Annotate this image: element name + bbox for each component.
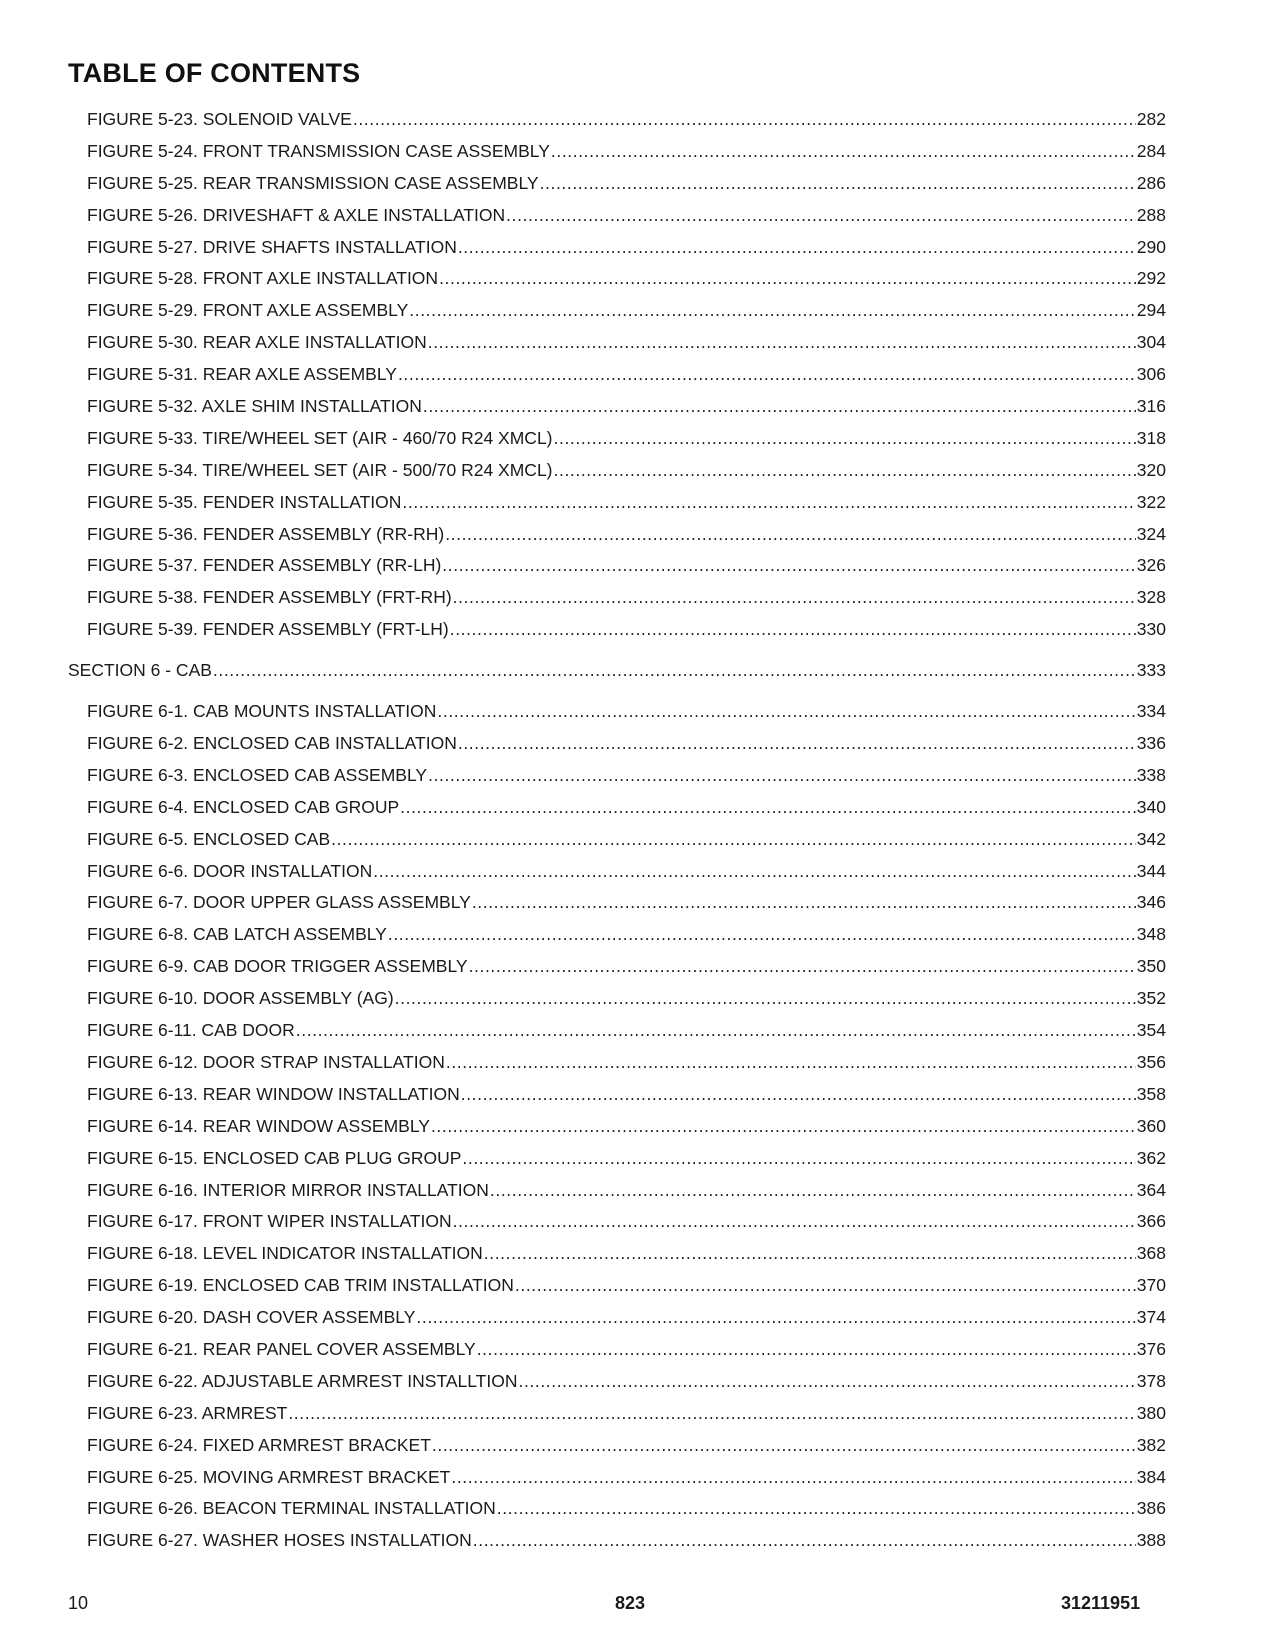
toc-entry-page: 348 (1136, 924, 1166, 945)
toc-entry-page: 358 (1136, 1083, 1166, 1104)
toc-entry[interactable] (68, 1434, 1166, 1466)
toc-entry[interactable] (68, 1083, 1166, 1115)
toc-dot-leader (554, 427, 1136, 449)
toc-entry[interactable] (68, 1402, 1166, 1434)
toc-entry[interactable] (68, 1242, 1166, 1274)
toc-entry-label: FIGURE 6-15. ENCLOSED CAB PLUG GROUP (87, 1147, 462, 1168)
toc-dot-leader (506, 204, 1136, 226)
toc-dot-leader (431, 1115, 1136, 1137)
toc-dot-leader (469, 955, 1136, 977)
toc-entry[interactable] (68, 955, 1166, 987)
toc-entry-label: FIGURE 6-9. CAB DOOR TRIGGER ASSEMBLY (87, 956, 468, 977)
toc-dot-leader (515, 1274, 1136, 1296)
toc-entry[interactable] (68, 1147, 1166, 1179)
toc-dot-leader (428, 331, 1136, 353)
toc-entry-label: FIGURE 5-29. FRONT AXLE ASSEMBLY (87, 300, 409, 321)
toc-dot-leader (409, 299, 1136, 321)
toc-entry-label: FIGURE 6-2. ENCLOSED CAB INSTALLATION (87, 733, 457, 754)
toc-entry-page: 356 (1136, 1051, 1166, 1072)
toc-section-entry[interactable] (68, 659, 1166, 681)
toc-dot-leader (458, 236, 1136, 258)
toc-entry-label: FIGURE 6-12. DOOR STRAP INSTALLATION (87, 1051, 445, 1072)
toc-entry-label: FIGURE 5-36. FENDER ASSEMBLY (RR-RH) (87, 523, 445, 544)
toc-entry-label: FIGURE 6-3. ENCLOSED CAB ASSEMBLY (87, 764, 428, 785)
toc-entry-label: FIGURE 6-16. INTERIOR MIRROR INSTALLATION (87, 1179, 489, 1200)
toc-entry-page: 340 (1136, 796, 1166, 817)
toc-dot-leader (458, 732, 1136, 754)
toc-entry-page: 354 (1136, 1020, 1166, 1041)
toc-entry-page: 320 (1136, 459, 1166, 480)
toc-dot-leader (551, 140, 1136, 162)
toc-entry-label: FIGURE 6-8. CAB LATCH ASSEMBLY (87, 924, 387, 945)
toc-dot-leader (331, 828, 1136, 850)
toc-entry[interactable] (68, 1274, 1166, 1306)
toc-dot-leader (288, 1402, 1135, 1424)
toc-dot-leader (353, 108, 1136, 130)
toc-entry-page: 360 (1136, 1115, 1166, 1136)
toc-entry[interactable] (68, 987, 1166, 1019)
toc-entry-page: 333 (1136, 660, 1166, 681)
toc-entry-page: 368 (1136, 1243, 1166, 1264)
toc-entry[interactable] (68, 363, 1166, 395)
toc-entry[interactable] (68, 204, 1166, 236)
toc-entry[interactable] (68, 172, 1166, 204)
toc-dot-leader (445, 523, 1136, 545)
toc-entry-page: 316 (1136, 396, 1166, 417)
toc-entry[interactable] (68, 1370, 1166, 1402)
toc-entry[interactable] (68, 267, 1166, 299)
toc-dot-leader (518, 1370, 1135, 1392)
toc-entry[interactable] (68, 554, 1166, 586)
toc-entry[interactable] (68, 108, 1166, 140)
toc-entry-label: FIGURE 5-27. DRIVE SHAFTS INSTALLATION (87, 236, 457, 257)
toc-entry-label: FIGURE 6-24. FIXED ARMREST BRACKET (87, 1434, 431, 1455)
toc-entry-page: 338 (1136, 764, 1166, 785)
toc-dot-leader (402, 491, 1135, 513)
toc-entry-label: FIGURE 6-18. LEVEL INDICATOR INSTALLATION (87, 1243, 483, 1264)
toc-dot-leader (432, 1434, 1136, 1456)
toc-entry-page: 282 (1136, 109, 1166, 129)
toc-dot-leader (473, 1529, 1136, 1551)
toc-entry[interactable] (68, 523, 1166, 555)
toc-dot-leader (437, 700, 1135, 722)
toc-entry-page: 292 (1136, 268, 1166, 289)
toc-entry-page: 344 (1136, 860, 1166, 881)
toc-entry-page: 388 (1136, 1530, 1166, 1551)
footer-part-number: 31211951 (1061, 1593, 1141, 1613)
toc-entry-label: FIGURE 6-10. DOOR ASSEMBLY (AG) (87, 988, 394, 1009)
toc-entry-label: FIGURE 5-24. FRONT TRANSMISSION CASE ASSEMBLY (87, 140, 550, 161)
toc-dot-leader (395, 987, 1136, 1009)
toc-entry-page: 386 (1136, 1498, 1166, 1519)
toc-entry[interactable] (68, 331, 1166, 363)
toc-entry-page: 376 (1136, 1338, 1166, 1359)
toc-entry-label: FIGURE 6-6. DOOR INSTALLATION (87, 860, 373, 881)
toc-entry[interactable] (68, 1529, 1166, 1561)
toc-entry-page: 362 (1136, 1147, 1166, 1168)
toc-entry-label: FIGURE 5-25. REAR TRANSMISSION CASE ASSEMBLY (87, 172, 539, 193)
toc-entry-page: 322 (1136, 491, 1166, 512)
toc-entry[interactable] (68, 1210, 1166, 1242)
toc-entry-label: FIGURE 5-31. REAR AXLE ASSEMBLY (87, 364, 397, 385)
toc-entry-label: FIGURE 6-17. FRONT WIPER INSTALLATION (87, 1211, 452, 1232)
toc-entry-label: FIGURE 6-23. ARMREST (87, 1402, 288, 1423)
toc-entry[interactable] (68, 1466, 1166, 1498)
toc-dot-leader (439, 267, 1136, 289)
toc-dot-leader (423, 395, 1136, 417)
toc-entry-page: 352 (1136, 988, 1166, 1009)
toc-entry-label: FIGURE 6-21. REAR PANEL COVER ASSEMBLY (87, 1338, 476, 1359)
toc-entry-page: 378 (1136, 1370, 1166, 1391)
toc-entry-label: FIGURE 5-30. REAR AXLE INSTALLATION (87, 332, 427, 353)
toc-dot-leader (477, 1338, 1136, 1360)
toc-entry-label: FIGURE 6-14. REAR WINDOW ASSEMBLY (87, 1115, 430, 1136)
toc-entry-label: FIGURE 6-11. CAB DOOR (87, 1020, 295, 1041)
toc-entry[interactable] (68, 1338, 1166, 1370)
toc-entry-label: FIGURE 6-13. REAR WINDOW INSTALLATION (87, 1083, 460, 1104)
toc-dot-leader (373, 860, 1136, 882)
table-of-contents (68, 108, 1166, 1561)
toc-dot-leader (472, 891, 1136, 913)
toc-dot-leader (453, 1210, 1136, 1232)
toc-entry-label: FIGURE 5-32. AXLE SHIM INSTALLATION (87, 396, 422, 417)
toc-entry-page: 328 (1136, 587, 1166, 608)
toc-entry-page: 364 (1136, 1179, 1166, 1200)
toc-entry-page: 350 (1136, 956, 1166, 977)
toc-entry[interactable] (68, 700, 1166, 732)
toc-entry[interactable] (68, 427, 1166, 459)
footer-page-number: 10 (68, 1593, 89, 1613)
toc-entry-label: FIGURE 6-27. WASHER HOSES INSTALLATION (87, 1530, 472, 1551)
toc-dot-leader (213, 659, 1136, 681)
toc-entry-page: 306 (1136, 364, 1166, 385)
toc-entry-label: SECTION 6 - CAB (68, 660, 212, 681)
toc-entry-page: 288 (1136, 204, 1166, 225)
toc-dot-leader (442, 554, 1136, 576)
toc-entry[interactable] (68, 891, 1166, 923)
toc-entry-label: FIGURE 5-33. TIRE/WHEEL SET (AIR - 460/70 R24 XMCL) (87, 427, 553, 448)
toc-dot-leader (398, 363, 1136, 385)
toc-entry[interactable] (68, 395, 1166, 427)
toc-dot-leader (461, 1083, 1136, 1105)
toc-entry-page: 380 (1136, 1402, 1166, 1423)
toc-entry-page: 304 (1136, 332, 1166, 353)
toc-entry-label: FIGURE 5-35. FENDER INSTALLATION (87, 491, 402, 512)
toc-entry-label: FIGURE 5-38. FENDER ASSEMBLY (FRT-RH) (87, 587, 452, 608)
toc-dot-leader (540, 172, 1136, 194)
toc-entry-page: 366 (1136, 1211, 1166, 1232)
toc-entry-label: FIGURE 6-25. MOVING ARMREST BRACKET (87, 1466, 451, 1487)
toc-entry-label: FIGURE 6-7. DOOR UPPER GLASS ASSEMBLY (87, 892, 471, 913)
toc-dot-leader (400, 796, 1136, 818)
toc-dot-leader (484, 1242, 1136, 1264)
toc-entry[interactable] (68, 299, 1166, 331)
toc-entry-label: FIGURE 6-19. ENCLOSED CAB TRIM INSTALLATION (87, 1275, 514, 1296)
toc-entry-page: 324 (1136, 523, 1166, 544)
toc-dot-leader (490, 1179, 1136, 1201)
toc-dot-leader (497, 1497, 1136, 1519)
toc-entry[interactable] (68, 586, 1166, 618)
toc-entry[interactable] (68, 828, 1166, 860)
toc-entry-label: FIGURE 6-1. CAB MOUNTS INSTALLATION (87, 701, 437, 722)
toc-entry-label: FIGURE 6-22. ADJUSTABLE ARMREST INSTALLTION (87, 1370, 518, 1391)
toc-dot-leader (450, 618, 1136, 640)
toc-entry[interactable] (68, 236, 1166, 268)
toc-dot-leader (453, 586, 1136, 608)
toc-entry[interactable] (68, 459, 1166, 491)
toc-entry[interactable] (68, 796, 1166, 828)
toc-entry[interactable] (68, 764, 1166, 796)
toc-entry-label: FIGURE 6-5. ENCLOSED CAB (87, 828, 331, 849)
toc-entry-page: 384 (1136, 1466, 1166, 1487)
toc-entry-page: 290 (1136, 236, 1166, 257)
toc-entry-page: 284 (1136, 140, 1166, 161)
toc-entry-page: 294 (1136, 300, 1166, 321)
toc-entry[interactable] (68, 1051, 1166, 1083)
toc-entry-page: 318 (1136, 427, 1166, 448)
toc-entry[interactable] (68, 1115, 1166, 1147)
toc-entry-label: FIGURE 5-23. SOLENOID VALVE (87, 109, 352, 129)
toc-entry[interactable] (68, 1306, 1166, 1338)
toc-dot-leader (451, 1466, 1135, 1488)
footer-document-page: 823 (615, 1593, 646, 1613)
toc-entry-page: 286 (1136, 172, 1166, 193)
toc-entry-label: FIGURE 5-39. FENDER ASSEMBLY (FRT-LH) (87, 619, 449, 640)
toc-dot-leader (416, 1306, 1135, 1328)
toc-entry-page: 334 (1136, 701, 1166, 722)
toc-entry-page: 382 (1136, 1434, 1166, 1455)
toc-entry-page: 336 (1136, 733, 1166, 754)
toc-entry[interactable] (68, 860, 1166, 892)
toc-entry[interactable] (68, 732, 1166, 764)
toc-entry-page: 346 (1136, 892, 1166, 913)
toc-dot-leader (428, 764, 1136, 786)
page-title: TABLE OF CONTENTS (68, 58, 361, 88)
toc-dot-leader (554, 459, 1136, 481)
toc-entry-page: 326 (1136, 555, 1166, 576)
toc-entry-label: FIGURE 6-26. BEACON TERMINAL INSTALLATION (87, 1498, 496, 1519)
toc-entry[interactable] (68, 1019, 1166, 1051)
toc-entry-label: FIGURE 6-4. ENCLOSED CAB GROUP (87, 796, 400, 817)
toc-entry[interactable] (68, 618, 1166, 650)
toc-dot-leader (388, 923, 1136, 945)
toc-entry[interactable] (68, 491, 1166, 523)
toc-entry-page: 374 (1136, 1307, 1166, 1328)
toc-entry[interactable] (68, 1497, 1166, 1529)
toc-entry[interactable] (68, 140, 1166, 172)
toc-entry[interactable] (68, 923, 1166, 955)
toc-entry-label: FIGURE 5-37. FENDER ASSEMBLY (RR-LH) (87, 555, 442, 576)
toc-entry[interactable] (68, 1179, 1166, 1211)
toc-dot-leader (446, 1051, 1136, 1073)
toc-entry-page: 342 (1136, 828, 1166, 849)
toc-dot-leader (462, 1147, 1135, 1169)
toc-entry-page: 370 (1136, 1275, 1166, 1296)
toc-entry-label: FIGURE 5-26. DRIVESHAFT & AXLE INSTALLATION (87, 204, 506, 225)
toc-entry-label: FIGURE 6-20. DASH COVER ASSEMBLY (87, 1307, 416, 1328)
toc-entry-label: FIGURE 5-28. FRONT AXLE INSTALLATION (87, 268, 439, 289)
toc-entry-label: FIGURE 5-34. TIRE/WHEEL SET (AIR - 500/70 R24 XMCL) (87, 459, 553, 480)
toc-dot-leader (296, 1019, 1136, 1041)
toc-entry-page: 330 (1136, 619, 1166, 640)
